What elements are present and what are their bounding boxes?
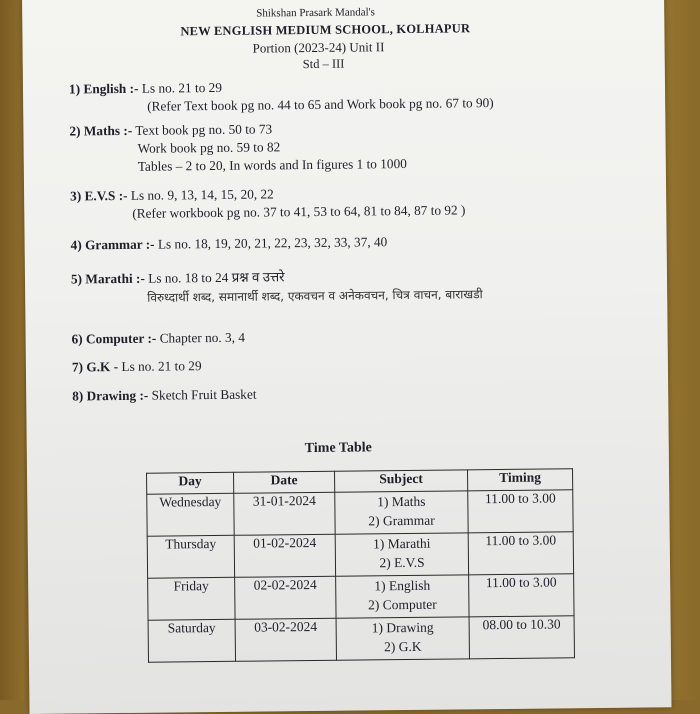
syllabus-line: Text book pg no. 50 to 73	[135, 121, 273, 138]
column-header-day: Day	[147, 472, 234, 494]
table-row	[147, 490, 573, 536]
syllabus-line: (Refer Text book pg no. 44 to 65 and Work book pg no. 67 to 90)	[147, 95, 494, 114]
school-name: NEW ENGLISH MEDIUM SCHOOL, KOLHAPUR	[180, 21, 471, 39]
table-row	[148, 616, 574, 662]
subject-cell	[336, 617, 469, 660]
syllabus-line: Sketch Fruit Basket	[151, 386, 257, 403]
subject-cell	[336, 575, 469, 618]
date-cell: 01-02-2024	[234, 534, 335, 577]
day-cell: Thursday	[147, 535, 234, 578]
syllabus-computer	[72, 330, 246, 348]
day-cell: Wednesday	[147, 493, 234, 536]
subject-entry: 1) Maths	[377, 493, 426, 510]
subject-label: 8) Drawing :-	[72, 387, 149, 404]
subject-label: 7) G.K -	[71, 359, 119, 375]
syllabus-grammar	[71, 234, 388, 253]
syllabus-maths	[69, 121, 272, 139]
society-name: Shikshan Prasark Mandal's	[256, 6, 375, 20]
subject-entry: 2) Computer	[368, 596, 437, 613]
syllabus-line: Work book pg no. 59 to 82	[137, 139, 281, 156]
syllabus-evs	[70, 186, 274, 204]
subject-label: 4) Grammar :-	[70, 236, 155, 253]
subject-entry: 2) G.K	[384, 638, 422, 655]
syllabus-line: विरुध्दार्थी शब्द, समानार्थी शब्द, एकवचन व अनेकवचन, चित्र वाचन, बाराखडी	[147, 287, 483, 305]
day-cell: Friday	[148, 577, 235, 620]
timetable	[146, 468, 575, 662]
syllabus-marathi	[71, 267, 285, 287]
standard-label: Std – III	[302, 56, 345, 72]
timing-cell: 11.00 to 3.00	[468, 532, 573, 575]
table-row	[147, 532, 573, 578]
subject-label: 3) E.V.S :-	[70, 187, 128, 204]
subject-label: 6) Computer :-	[71, 330, 157, 347]
subject-label: 2) Maths :-	[69, 122, 133, 139]
date-cell: 02-02-2024	[235, 576, 336, 619]
column-header-timing: Timing	[468, 469, 573, 491]
timetable-title: Time Table	[304, 440, 372, 457]
subject-label: 5) Marathi :-	[70, 270, 145, 287]
syllabus-line: Tables – 2 to 20, In words and In figures 1 to 1000	[137, 155, 407, 174]
table-row	[148, 574, 574, 620]
day-cell: Saturday	[148, 619, 235, 662]
timing-cell: 11.00 to 3.00	[468, 490, 573, 533]
subject-entry: 1) Drawing	[371, 619, 434, 636]
syllabus-english	[69, 80, 222, 98]
column-header-subject: Subject	[335, 470, 468, 492]
subject-label: 1) English :-	[68, 80, 139, 97]
column-header-date: Date	[234, 471, 335, 493]
date-cell: 03-02-2024	[235, 618, 336, 661]
syllabus-drawing	[72, 387, 256, 405]
subject-entry: 2) E.V.S	[379, 554, 425, 571]
timing-cell: 08.00 to 10.30	[469, 616, 574, 659]
subject-entry: 1) Marathi	[373, 535, 431, 552]
date-cell: 31-01-2024	[234, 492, 335, 535]
printed-sheet	[22, 0, 672, 714]
syllabus-line: Ls no. 21 to 29	[121, 358, 202, 374]
subject-cell	[335, 533, 468, 576]
syllabus-line: Ls no. 21 to 29	[141, 79, 223, 96]
subject-entry: 2) Grammar	[368, 512, 435, 529]
subject-cell	[335, 491, 468, 534]
syllabus-line: Ls no. 18 to 24 प्रश्न व उत्तरे	[148, 269, 285, 286]
syllabus-gk	[72, 358, 202, 375]
timing-cell: 11.00 to 3.00	[469, 574, 574, 617]
subject-entry: 1) English	[374, 577, 431, 594]
portion-title: Portion (2023-24) Unit II	[252, 39, 385, 56]
syllabus-line: Ls no. 18, 19, 20, 21, 22, 23, 32, 33, 37, 40	[157, 234, 388, 252]
table-surface-left	[0, 0, 24, 700]
syllabus-line: (Refer workbook pg no. 37 to 41, 53 to 64, 81 to 84, 87 to 92 )	[132, 202, 466, 221]
syllabus-line: Chapter no. 3, 4	[159, 329, 246, 346]
syllabus-line: Ls no. 9, 13, 14, 15, 20, 22	[130, 186, 274, 203]
